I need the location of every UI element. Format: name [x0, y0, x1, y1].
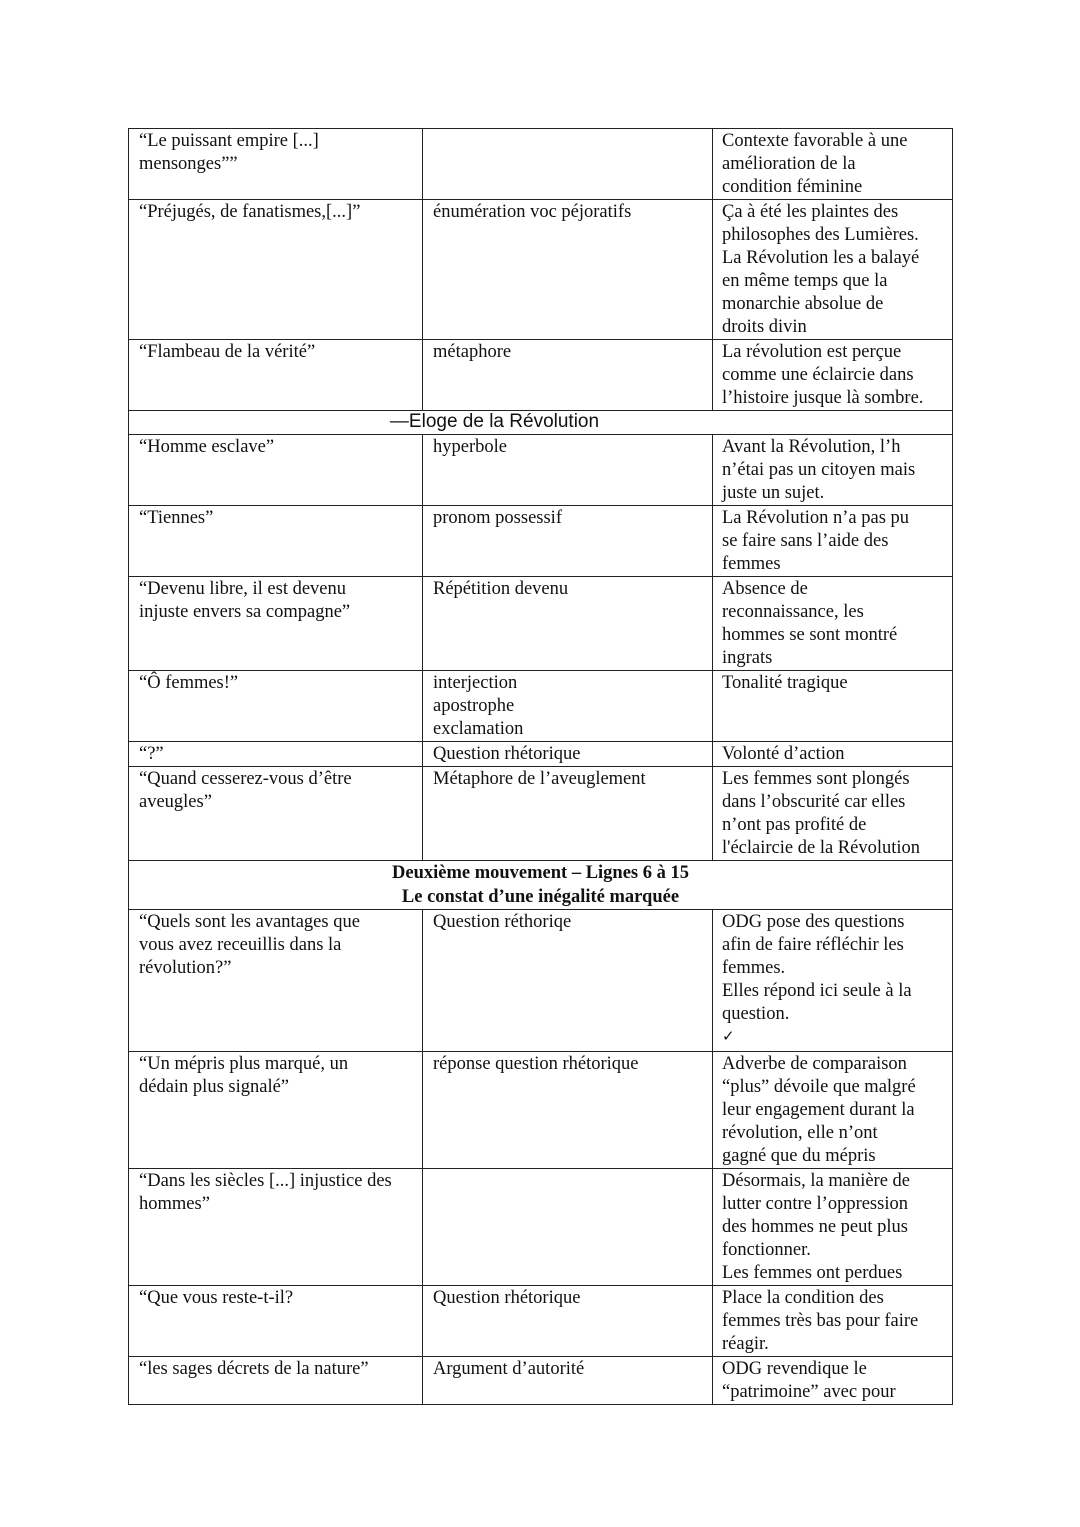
cell-line: condition féminine [722, 177, 863, 197]
quote-cell [129, 506, 423, 577]
procede-cell [423, 129, 713, 200]
interpretation-cell [713, 910, 953, 1052]
quote-cell [129, 671, 423, 742]
cell-line: Volonté d’action [722, 744, 845, 764]
cell-line: en même temps que la [722, 271, 888, 291]
interpretation-cell [713, 435, 953, 506]
interpretation-cell [713, 1286, 953, 1357]
cell-line: dédain plus signalé” [139, 1077, 290, 1097]
cell-line: injuste envers sa compagne” [139, 602, 351, 622]
cell-line: révolution, elle n’ont [722, 1123, 878, 1143]
interpretation-cell [713, 200, 953, 340]
procede-cell [423, 671, 713, 742]
cell-line: dans l’obscurité car elles [722, 792, 906, 812]
quote-cell [129, 1052, 423, 1169]
quote-cell [129, 129, 423, 200]
procede-cell [423, 340, 713, 411]
cell-line: femmes. [722, 958, 786, 978]
cell-line: “Tiennes” [139, 508, 214, 528]
cell-line: exclamation [433, 719, 524, 739]
cell-line: fonctionner. [722, 1240, 811, 1260]
interpretation-cell [713, 742, 953, 767]
cell-line: Les femmes ont perdues [722, 1263, 903, 1283]
cell-line: Question réthoriqe [433, 912, 572, 932]
quote-cell [129, 1286, 423, 1357]
procede-cell [423, 1357, 713, 1405]
table-row [129, 1052, 953, 1169]
banner-text: Eloge de la Révolution [408, 411, 600, 432]
procede-cell [423, 200, 713, 340]
cell-line: Les femmes sont plongés [722, 769, 910, 789]
cell-line: “Ô femmes!” [139, 673, 239, 693]
cell-line: métaphore [433, 342, 512, 362]
cell-line: n’étai pas un citoyen mais [722, 460, 916, 480]
cell-line: leur engagement durant la [722, 1100, 915, 1120]
cell-line: se faire sans l’aide des [722, 531, 889, 551]
table-row [129, 861, 953, 910]
cell-line: question. [722, 1004, 790, 1024]
table-row [129, 200, 953, 340]
cell-line: “Quels sont les avantages que [139, 912, 360, 932]
cell-line: afin de faire réfléchir les [722, 935, 904, 955]
cell-line: femmes [722, 554, 781, 574]
interpretation-cell [713, 671, 953, 742]
cell-line: Désormais, la manière de [722, 1171, 911, 1191]
cell-line: Avant la Révolution, l’h [722, 437, 901, 457]
table-row [129, 506, 953, 577]
procede-cell [423, 910, 713, 1052]
analysis-table [128, 128, 953, 1405]
cell-line: juste un sujet. [722, 483, 825, 503]
cell-line: pronom possessif [433, 508, 562, 528]
table-row [129, 435, 953, 506]
cell-line: Elles répond ici seule à la [722, 981, 912, 1001]
table-row [129, 910, 953, 1052]
cell-line: des hommes ne peut plus [722, 1217, 909, 1237]
cell-line: “Dans les siècles [...] injustice des [139, 1171, 392, 1191]
cell-line: réagir. [722, 1334, 769, 1354]
cell-line: Tonalité tragique [722, 673, 848, 693]
quote-cell [129, 1357, 423, 1405]
document-page [128, 128, 952, 1405]
cell-line: La Révolution les a balayé [722, 248, 920, 268]
quote-cell [129, 200, 423, 340]
cell-line: Répétition devenu [433, 579, 569, 599]
procede-cell [423, 767, 713, 861]
quote-cell [129, 340, 423, 411]
cell-line: ODG revendique le [722, 1359, 867, 1379]
interpretation-cell [713, 1052, 953, 1169]
cell-line: “Un mépris plus marqué, un [139, 1054, 349, 1074]
cell-line: hommes” [139, 1194, 210, 1214]
cell-line: droits divin [722, 317, 807, 337]
cell-line: reconnaissance, les [722, 602, 864, 622]
table-row [129, 767, 953, 861]
quote-cell [129, 742, 423, 767]
cell-line: “Que vous reste-t-il? [139, 1288, 294, 1308]
cell-line: aveugles” [139, 792, 212, 812]
cell-line: lutter contre l’oppression [722, 1194, 908, 1214]
cell-line: interjection [433, 673, 518, 693]
cell-line: philosophes des Lumières. [722, 225, 919, 245]
quote-cell [129, 1169, 423, 1286]
interpretation-cell [713, 340, 953, 411]
interpretation-cell [713, 129, 953, 200]
cell-line: Place la condition des [722, 1288, 884, 1308]
procede-cell [423, 742, 713, 767]
cell-line: “les sages décrets de la nature” [139, 1359, 369, 1379]
procede-cell [423, 506, 713, 577]
interpretation-cell [713, 1169, 953, 1286]
section-subtitle: Le constat d’une inégalité marquée [401, 887, 680, 907]
dash-mark: — [389, 411, 409, 432]
interpretation-cell [713, 767, 953, 861]
cell-line: Ça à été les plaintes des [722, 202, 899, 222]
table-row [129, 1357, 953, 1405]
interpretation-cell [713, 506, 953, 577]
cell-line: Absence de [722, 579, 808, 599]
cell-line: révolution?” [139, 958, 232, 978]
cell-line: hommes se sont montré [722, 625, 898, 645]
procede-cell [423, 1286, 713, 1357]
table-row [129, 340, 953, 411]
cell-line: “patrimoine” avec pour [722, 1382, 896, 1402]
procede-cell [423, 435, 713, 506]
banner-heading [390, 411, 599, 432]
table-row [129, 1169, 953, 1286]
cell-line: “Devenu libre, il est devenu [139, 579, 347, 599]
cell-line: vous avez receuillis dans la [139, 935, 342, 955]
section-heading [129, 861, 953, 910]
cell-line: “Le puissant empire [...] [139, 131, 319, 151]
cell-line: énumération voc péjoratifs [433, 202, 632, 222]
cell-line: Adverbe de comparaison [722, 1054, 907, 1074]
procede-cell [423, 577, 713, 671]
cell-line: Question rhétorique [433, 1288, 581, 1308]
cell-line: “plus” dévoile que malgré [722, 1077, 916, 1097]
cell-line: femmes très bas pour faire [722, 1311, 919, 1331]
cell-line: hyperbole [433, 437, 507, 457]
cell-line: l'éclaircie de la Révolution [722, 838, 921, 858]
table-row [129, 577, 953, 671]
cell-line: amélioration de la [722, 154, 856, 174]
cell-line: “Préjugés, de fanatismes,[...]” [139, 202, 361, 222]
cell-line: n’ont pas profité de [722, 815, 867, 835]
quote-cell [129, 435, 423, 506]
quote-cell [129, 910, 423, 1052]
cell-line: ODG pose des questions [722, 912, 905, 932]
cell-line: apostrophe [433, 696, 515, 716]
cell-line: “Quand cesserez-vous d’être [139, 769, 352, 789]
table-row [129, 742, 953, 767]
cell-line: l’histoire jusque là sombre. [722, 388, 924, 408]
cell-line: comme une éclaircie dans [722, 365, 914, 385]
quote-cell [129, 577, 423, 671]
cell-line: Métaphore de l’aveuglement [433, 769, 646, 789]
interpretation-cell [713, 1357, 953, 1405]
procede-cell [423, 1052, 713, 1169]
cell-line: réponse question rhétorique [433, 1054, 639, 1074]
table-row [129, 411, 953, 435]
procede-cell [423, 1169, 713, 1286]
quote-cell [129, 767, 423, 861]
section-title: Deuxième mouvement – Lignes 6 à 15 [392, 863, 689, 883]
check-mark: ✓ [722, 1027, 735, 1045]
cell-line: “?” [139, 744, 164, 764]
cell-line: monarchie absolue de [722, 294, 884, 314]
cell-line: La révolution est perçue [722, 342, 902, 362]
cell-line: mensonges”” [139, 154, 238, 174]
cell-line: La Révolution n’a pas pu [722, 508, 910, 528]
section-banner [129, 411, 953, 435]
cell-line: “Flambeau de la vérité” [139, 342, 316, 362]
table-row [129, 671, 953, 742]
cell-line: Contexte favorable à une [722, 131, 908, 151]
cell-line: ingrats [722, 648, 773, 668]
interpretation-cell [713, 577, 953, 671]
cell-line: Question rhétorique [433, 744, 581, 764]
cell-line: Argument d’autorité [433, 1359, 585, 1379]
table-row [129, 1286, 953, 1357]
cell-line: “Homme esclave” [139, 437, 275, 457]
cell-line: gagné que du mépris [722, 1146, 876, 1166]
table-row [129, 129, 953, 200]
